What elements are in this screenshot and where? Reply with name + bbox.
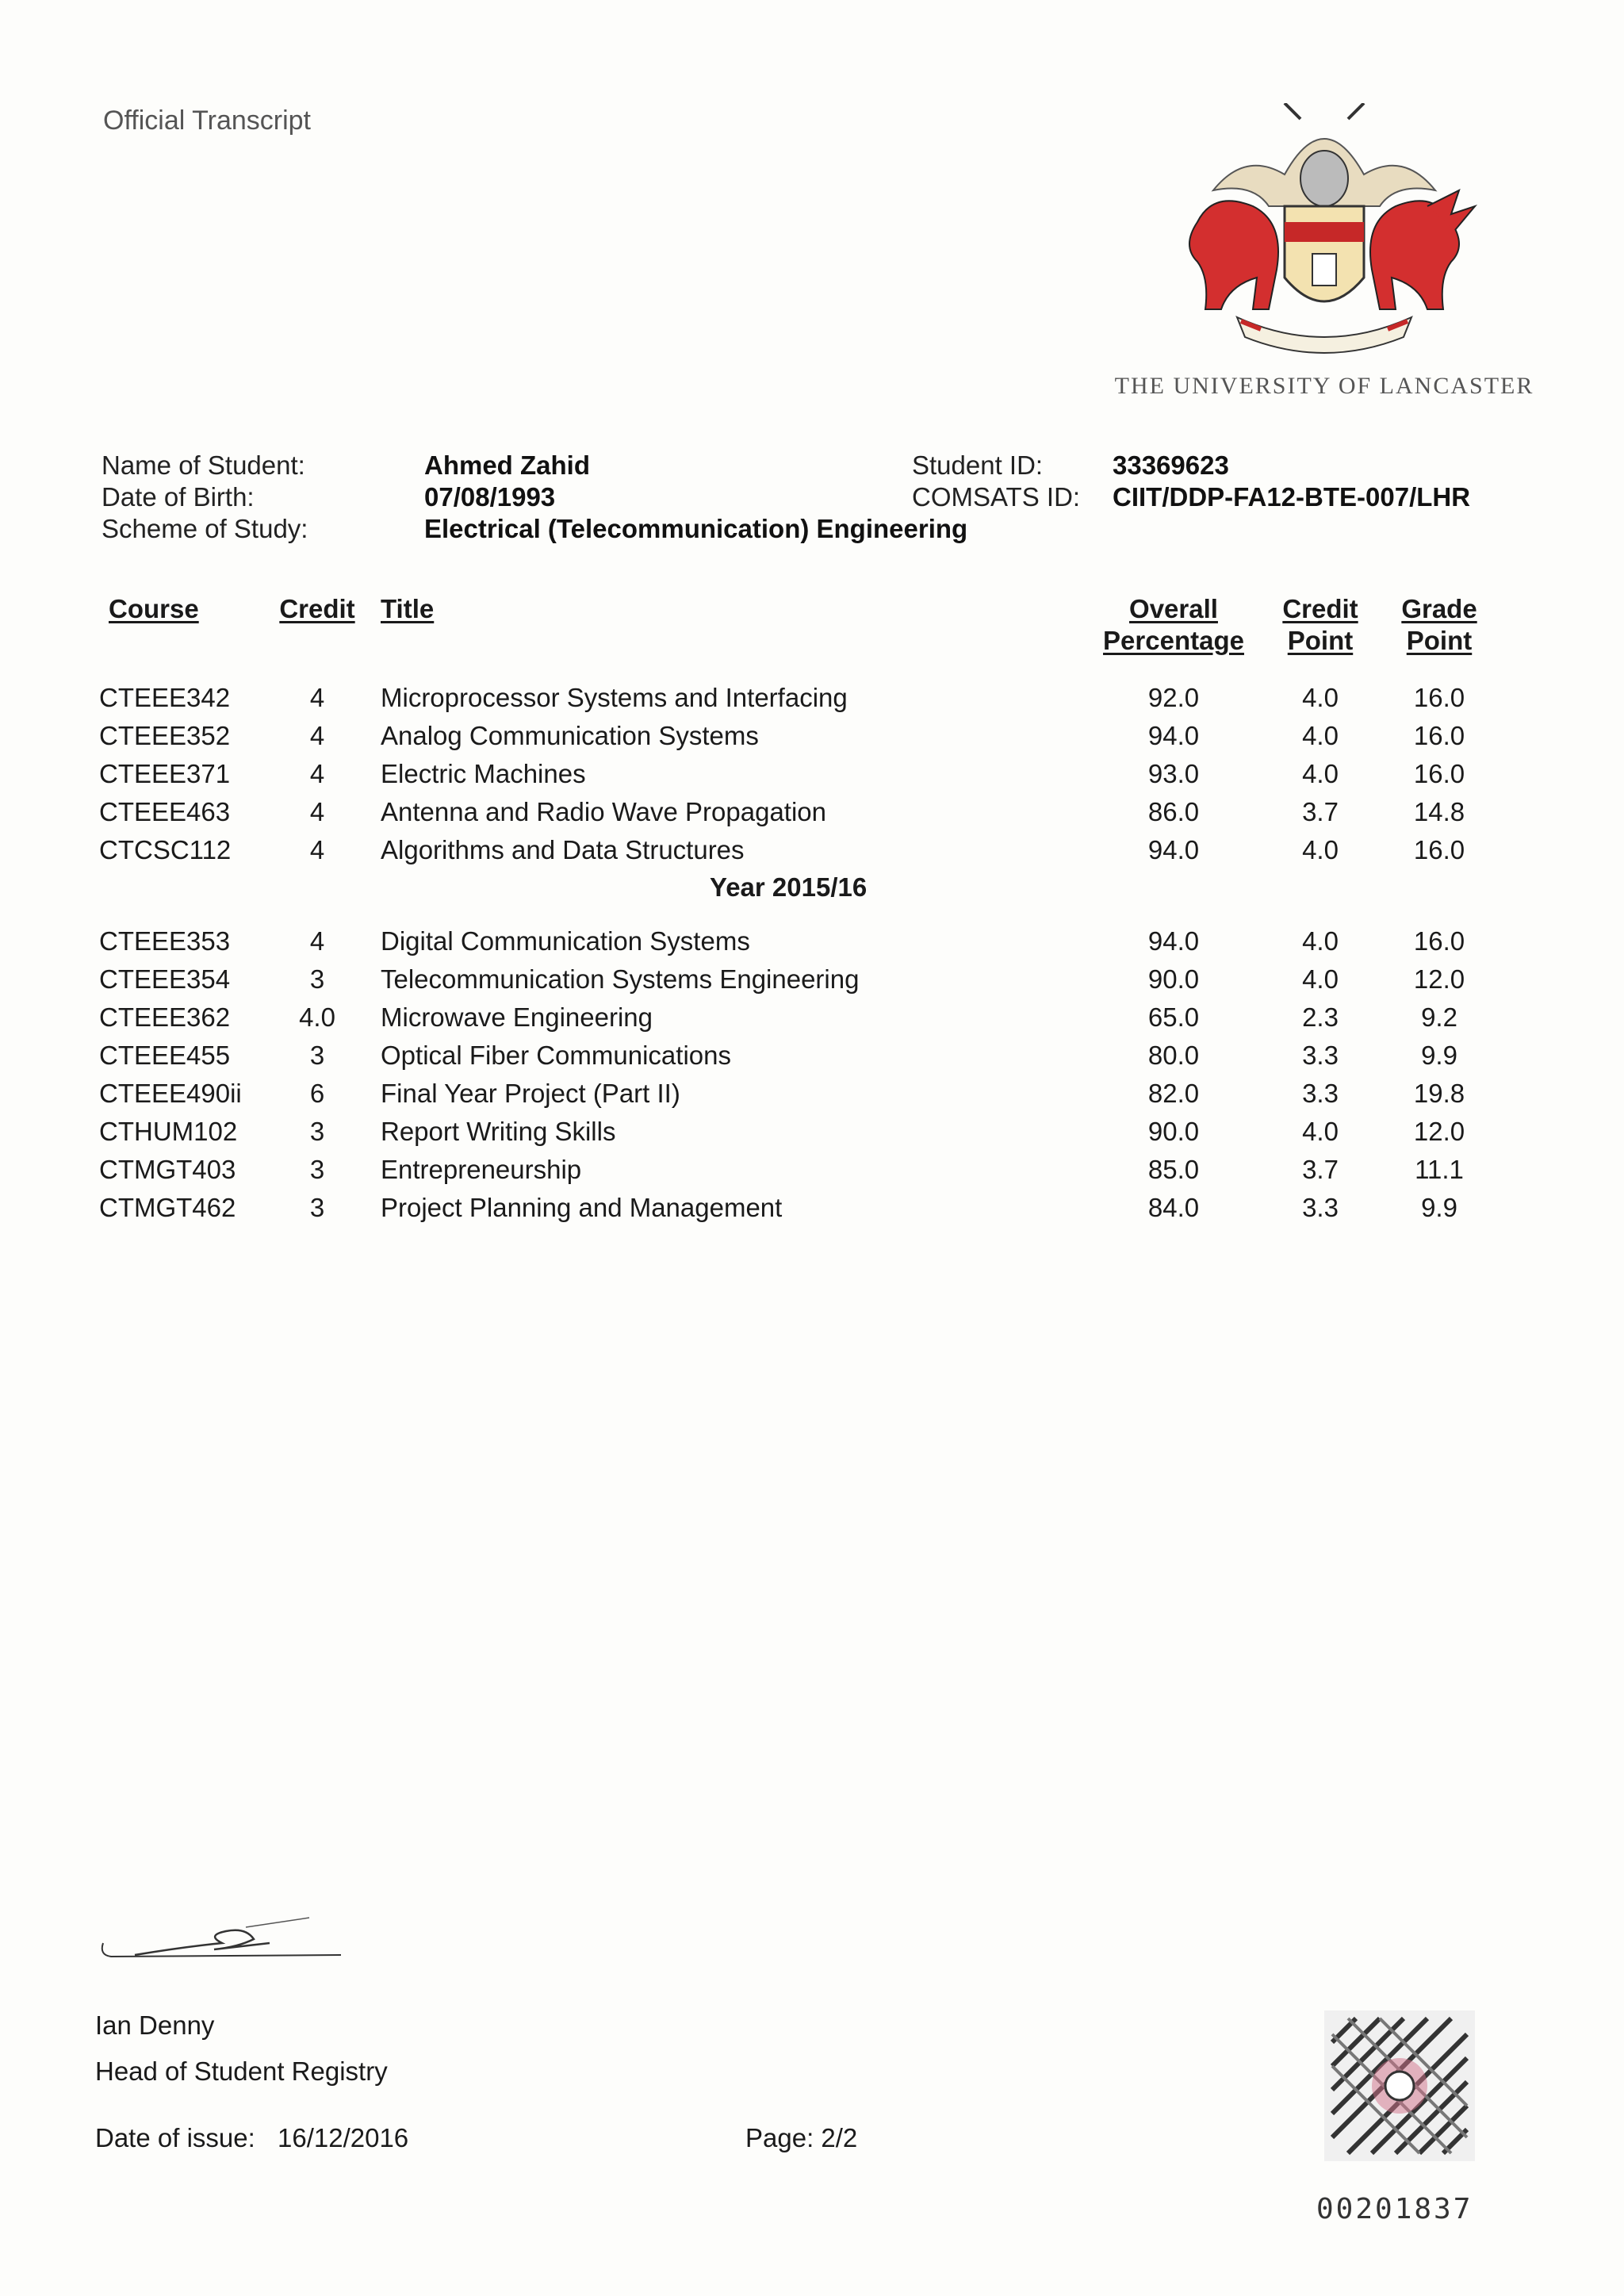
overall-percentage: 90.0: [1147, 964, 1200, 994]
course-code: CTEEE352: [99, 721, 231, 750]
credit-point: 4.0: [1302, 683, 1339, 712]
course-code: CTHUM102: [99, 1117, 238, 1146]
credit-point: 3.7: [1302, 797, 1339, 826]
course-title: Microprocessor Systems and Interfacing: [381, 683, 848, 712]
university-name: THE UNIVERSITY OF LANCASTER: [1114, 373, 1534, 399]
credit-point: 4.0: [1302, 835, 1339, 864]
course-code: CTMGT462: [99, 1193, 236, 1222]
course-title: Analog Communication Systems: [381, 721, 759, 750]
issue-date-label: Date of issue:: [95, 2123, 255, 2152]
grade-point: 16.0: [1413, 835, 1465, 864]
overall-percentage: 85.0: [1147, 1155, 1200, 1184]
security-hologram-seal: [1324, 2010, 1475, 2161]
page-number: Page: 2/2: [745, 2123, 858, 2152]
course-credit: 4: [309, 797, 325, 826]
course-credit: 6: [309, 1079, 325, 1108]
course-title: Digital Communication Systems: [381, 926, 750, 956]
credit-point: 4.0: [1302, 964, 1339, 994]
credit-point: 4.0: [1302, 721, 1339, 750]
dob-label: Date of Birth:: [102, 482, 255, 512]
overall-percentage: 92.0: [1147, 683, 1200, 712]
header-grade-point-2: Point: [1406, 626, 1473, 655]
overall-percentage: 94.0: [1147, 721, 1200, 750]
course-title: Antenna and Radio Wave Propagation: [381, 797, 826, 826]
course-code: CTEEE353: [99, 926, 231, 956]
header-overall: Overall: [1129, 594, 1218, 623]
grade-point: 14.8: [1413, 797, 1465, 826]
student-id: 33369623: [1113, 450, 1229, 480]
credit-point: 2.3: [1302, 1002, 1339, 1032]
course-title: Optical Fiber Communications: [381, 1041, 731, 1070]
course-credit: 3: [309, 1117, 325, 1146]
header-course: Course: [109, 594, 199, 623]
course-credit: 3: [309, 1041, 325, 1070]
grade-point: 16.0: [1413, 926, 1465, 956]
course-code: CTCSC112: [99, 835, 232, 864]
header-credit: Credit: [279, 594, 355, 623]
course-credit: 3: [309, 964, 325, 994]
course-credit: 4: [309, 683, 325, 712]
course-code: CTEEE362: [99, 1002, 231, 1032]
overall-percentage: 94.0: [1147, 926, 1200, 956]
credit-point: 3.7: [1302, 1155, 1339, 1184]
overall-percentage: 90.0: [1147, 1117, 1200, 1146]
course-code: CTEEE371: [99, 759, 231, 788]
credit-point: 3.3: [1302, 1193, 1339, 1222]
grade-point: 9.9: [1421, 1193, 1457, 1222]
course-code: CTEEE342: [99, 683, 231, 712]
course-code: CTEEE490ii: [99, 1079, 242, 1108]
university-crest-logo: [1166, 103, 1483, 365]
course-title: Algorithms and Data Structures: [381, 835, 745, 864]
grade-point: 16.0: [1413, 683, 1465, 712]
header-grade-point-1: Grade: [1401, 594, 1477, 623]
student-name: Ahmed Zahid: [424, 450, 591, 480]
overall-percentage: 94.0: [1147, 835, 1200, 864]
overall-percentage: 84.0: [1147, 1193, 1200, 1222]
course-code: CTMGT403: [99, 1155, 236, 1184]
course-code: CTEEE354: [99, 964, 231, 994]
student-id-label: Student ID:: [912, 450, 1044, 480]
grade-point: 16.0: [1413, 759, 1465, 788]
name-label: Name of Student:: [102, 450, 305, 480]
document-label: Official Transcript: [103, 105, 312, 136]
credit-point: 4.0: [1302, 1117, 1339, 1146]
document-serial-number: 00201837: [1316, 2193, 1473, 2225]
header-percentage: Percentage: [1103, 626, 1244, 655]
course-title: Project Planning and Management: [381, 1193, 783, 1222]
overall-percentage: 93.0: [1147, 759, 1200, 788]
course-title: Final Year Project (Part II): [381, 1079, 680, 1108]
course-credit: 4: [309, 835, 325, 864]
credit-point: 4.0: [1302, 759, 1339, 788]
grade-point: 9.2: [1421, 1002, 1457, 1032]
course-code: CTEEE463: [99, 797, 231, 826]
signatory-name: Ian Denny: [95, 2010, 215, 2040]
course-title: Report Writing Skills: [381, 1117, 616, 1146]
overall-percentage: 80.0: [1147, 1041, 1200, 1070]
comsats-id-label: COMSATS ID:: [912, 482, 1081, 512]
grade-point: 9.9: [1421, 1041, 1457, 1070]
course-credit: 3: [309, 1155, 325, 1184]
scheme-label: Scheme of Study:: [102, 514, 308, 543]
course-title: Electric Machines: [381, 759, 586, 788]
credit-point: 3.3: [1302, 1079, 1339, 1108]
credit-point: 3.3: [1302, 1041, 1339, 1070]
course-code: CTEEE455: [99, 1041, 231, 1070]
grade-point: 12.0: [1413, 964, 1465, 994]
header-title: Title: [381, 594, 435, 623]
course-title: Microwave Engineering: [381, 1002, 653, 1032]
year-heading: Year 2015/16: [710, 872, 868, 902]
overall-percentage: 82.0: [1147, 1079, 1200, 1108]
grade-point: 12.0: [1413, 1117, 1465, 1146]
course-title: Entrepreneurship: [381, 1155, 582, 1184]
course-credit: 3: [309, 1193, 325, 1222]
student-scheme: Electrical (Telecommunication) Engineering: [424, 514, 968, 543]
header-credit-point-1: Credit: [1282, 594, 1358, 623]
comsats-id: CIIT/DDP-FA12-BTE-007/LHR: [1113, 482, 1471, 512]
issue-date: 16/12/2016: [278, 2123, 409, 2152]
course-credit: 4: [309, 926, 325, 956]
overall-percentage: 86.0: [1147, 797, 1200, 826]
overall-percentage: 65.0: [1147, 1002, 1200, 1032]
header-credit-point-2: Point: [1287, 626, 1354, 655]
course-credit: 4.0: [299, 1002, 335, 1032]
credit-point: 4.0: [1302, 926, 1339, 956]
grade-point: 16.0: [1413, 721, 1465, 750]
grade-point: 19.8: [1413, 1079, 1465, 1108]
student-dob: 07/08/1993: [424, 482, 556, 512]
signatory-role: Head of Student Registry: [95, 2056, 388, 2086]
course-credit: 4: [309, 721, 325, 750]
grade-point: 11.1: [1415, 1155, 1464, 1184]
course-credit: 4: [309, 759, 325, 788]
course-title: Telecommunication Systems Engineering: [381, 964, 860, 994]
handwritten-signature: [87, 1911, 357, 1967]
